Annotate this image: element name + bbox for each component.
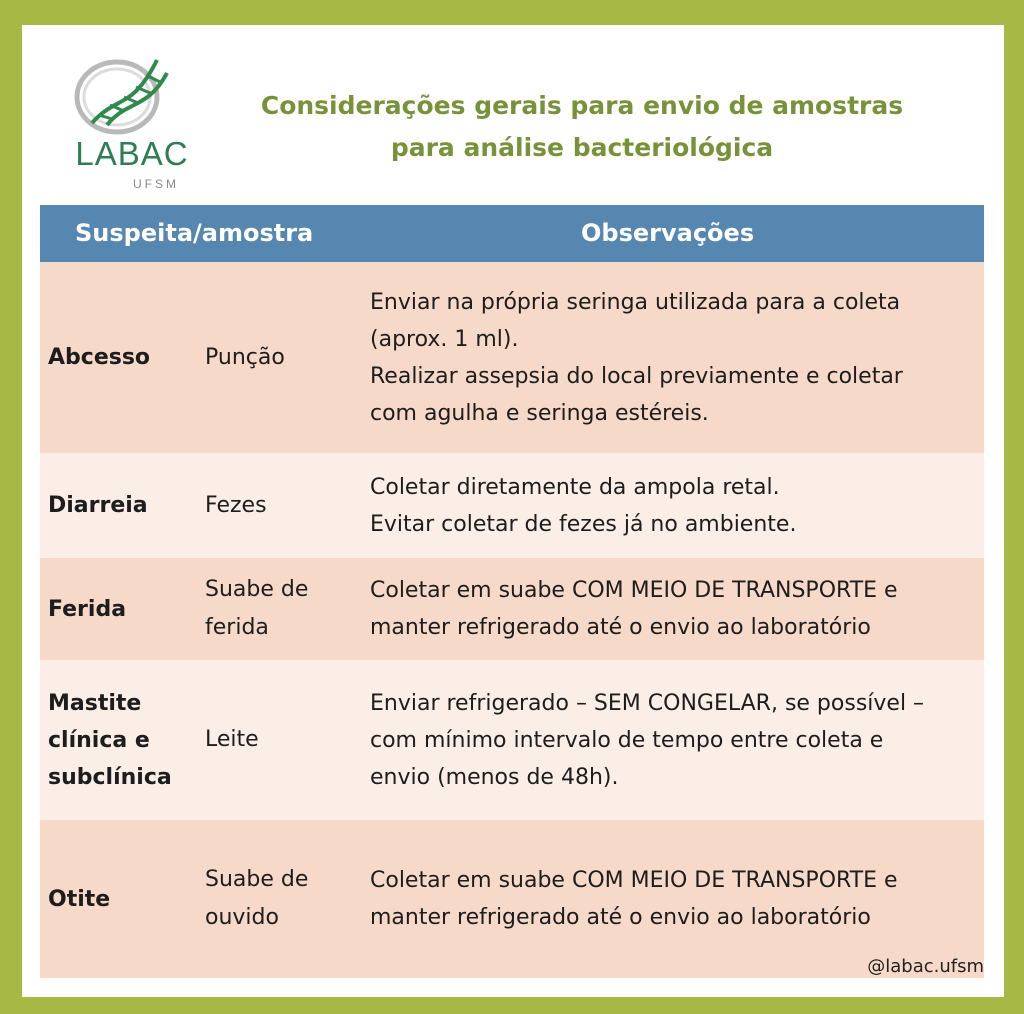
title-line: para análise bacteriológica [390, 133, 774, 162]
table-row [40, 820, 984, 978]
poster-card [22, 25, 1004, 997]
observacoes-cell: Enviar na própria seringa utilizada para a coleta (aprox. 1 ml). Realizar assepsia do local previamente e coletar com agulha e seringa estéreis. [370, 289, 903, 426]
suspeita-cell: Mastite clínica e subclínica [48, 690, 172, 790]
logo-subtext: UFSM [133, 177, 179, 191]
table-header [40, 205, 984, 262]
amostra-cell: Suabe de ouvido [205, 867, 309, 930]
page-title [212, 85, 952, 169]
suspeita-cell: Otite [48, 886, 111, 912]
observacoes-cell: Coletar em suabe COM MEIO DE TRANSPORTE e manter refrigerado até o envio ao laboratório [370, 578, 898, 640]
logo-text: LABAC [75, 135, 189, 172]
amostra-cell: Punção [205, 344, 285, 370]
amostra-cell: Suabe de ferida [205, 577, 309, 640]
amostra-cell: Leite [205, 727, 259, 752]
social-handle: @labac.ufsm [867, 956, 984, 977]
suspeita-cell: Diarreia [48, 493, 148, 518]
table-row [40, 262, 984, 453]
dna-helix-icon [72, 55, 192, 145]
title-line: Considerações gerais para envio de amostras [260, 91, 904, 120]
observacoes-cell: Enviar refrigerado – SEM CONGELAR, se possível – com mínimo intervalo de tempo entre coleta e envio (menos de 48h). [370, 690, 925, 790]
samples-table [40, 205, 984, 978]
header-suspeita: Suspeita/amostra [75, 219, 314, 247]
suspeita-cell: Ferida [48, 596, 127, 622]
observacoes-cell: Coletar em suabe COM MEIO DE TRANSPORTE e manter refrigerado até o envio ao laboratório [370, 868, 898, 930]
amostra-cell: Fezes [205, 492, 267, 518]
labac-logo [72, 55, 192, 195]
observacoes-cell: Coletar diretamente da ampola retal. Evitar coletar de fezes já no ambiente. [370, 474, 797, 537]
table-row [40, 453, 984, 558]
header-observacoes: Observações [581, 219, 755, 247]
table-row [40, 660, 984, 820]
table-row [40, 558, 984, 660]
suspeita-cell: Abcesso [48, 345, 151, 370]
